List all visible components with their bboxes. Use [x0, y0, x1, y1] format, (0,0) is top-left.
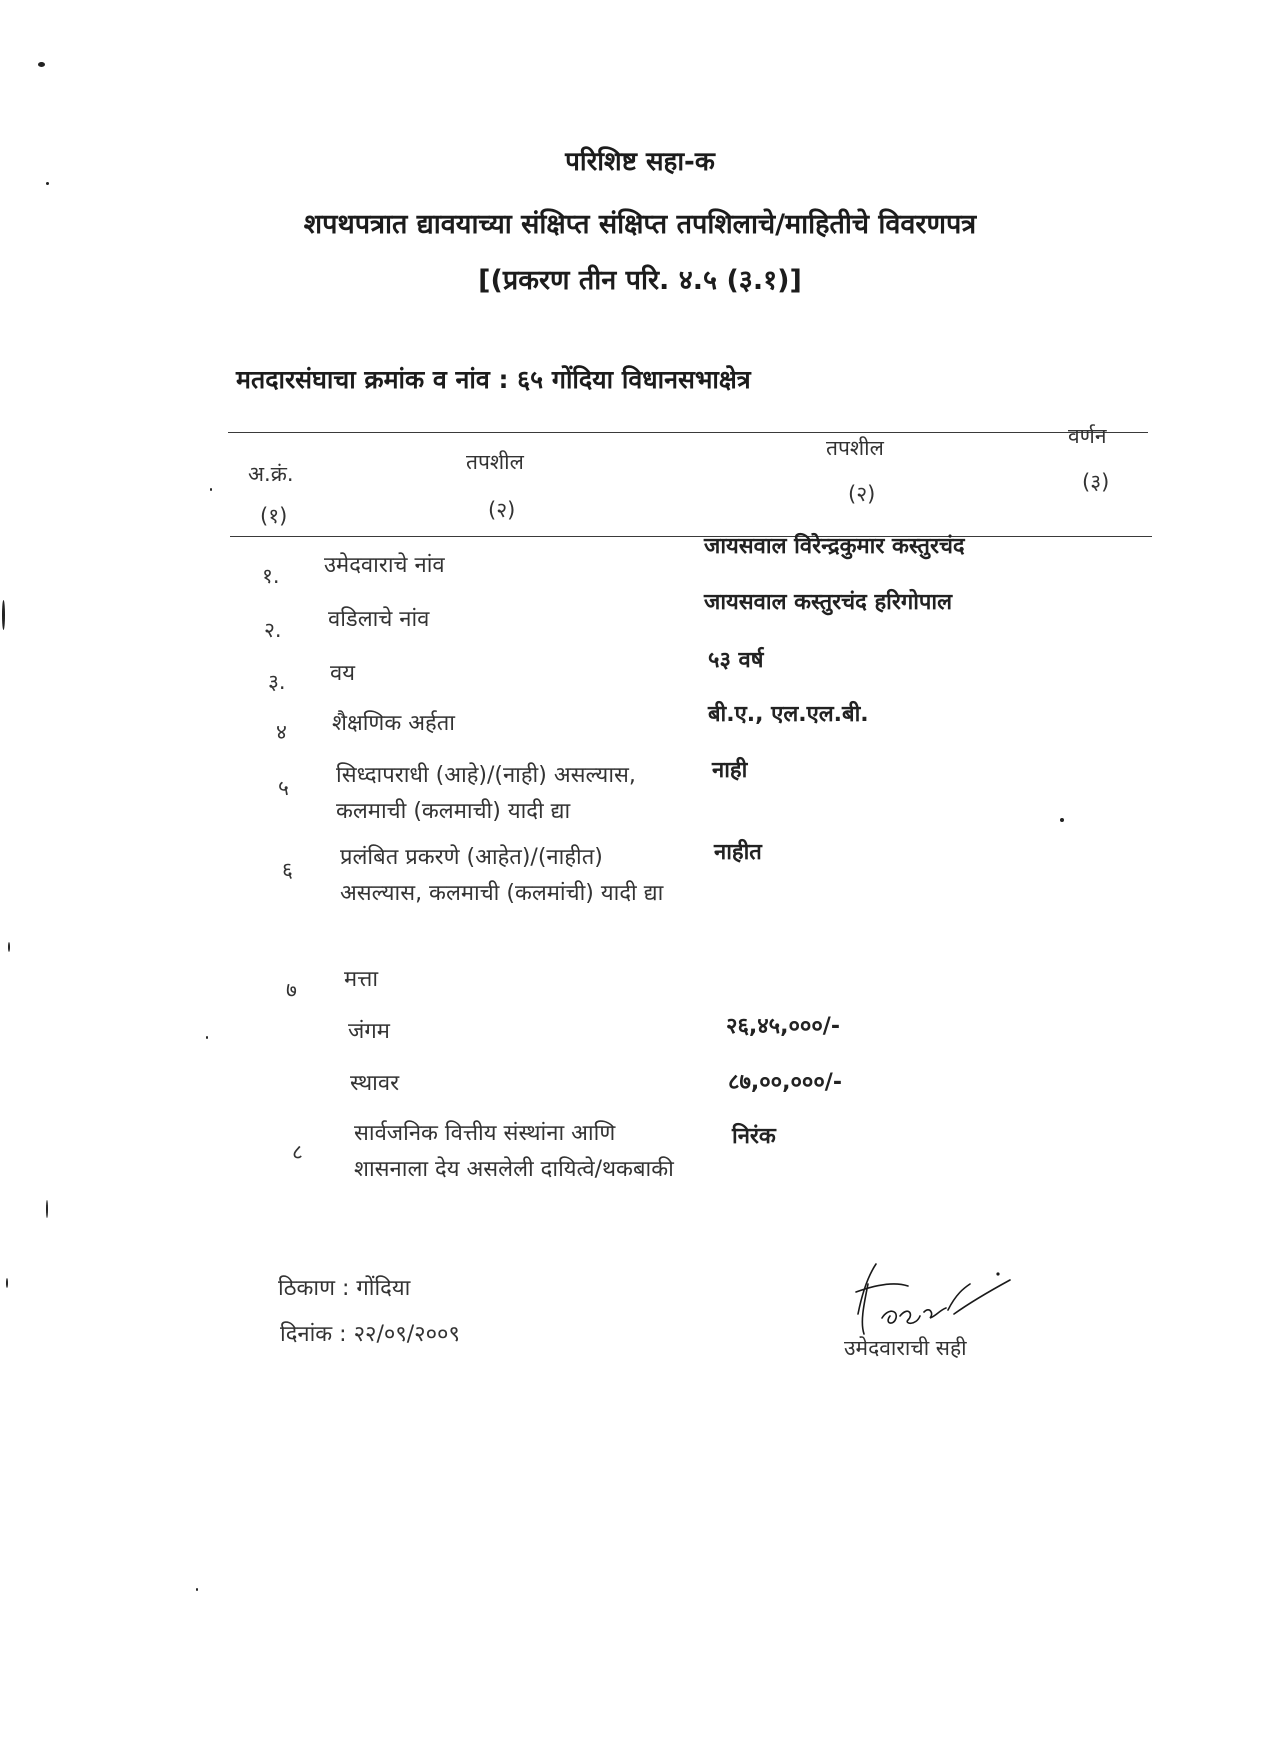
row-value: जायसवाल कस्तुरचंद हरिगोपाल: [704, 590, 953, 615]
row-label: जंगम: [348, 1019, 390, 1044]
row-label: स्थावर: [350, 1071, 400, 1096]
annexure-title: परिशिष्ट सहा-क: [565, 147, 715, 177]
row-number: ८: [292, 1140, 303, 1164]
header-details-1: तपशील: [466, 450, 524, 474]
row-value: २६,४५,०००/-: [726, 1014, 840, 1039]
table-top-rule: [228, 432, 1148, 433]
header-details-1-num: (२): [488, 498, 516, 522]
candidate-signature: [838, 1254, 1018, 1344]
statement-title: शपथपत्रात द्यावयाच्या संक्षिप्त संक्षिप्त तपशिलाचे/माहितीचे विवरणपत्र: [303, 209, 977, 240]
row-label: वय: [330, 661, 355, 686]
date-line: दिनांक : २२/०९/२००९: [280, 1322, 460, 1347]
row-value: ५३ वर्ष: [708, 648, 764, 673]
scan-speck: [2, 600, 5, 630]
row-label: प्रलंबित प्रकरणे (आहेत)/(नाहीत) असल्यास, कलमाची (कलमांची) यादी द्या: [340, 845, 664, 906]
scan-speck: [8, 942, 10, 952]
row-number: ३.: [268, 670, 286, 694]
header-details-2-num: (२): [848, 482, 876, 506]
scan-speck: [46, 1200, 48, 1218]
row-label: सिध्दापराधी (आहे)/(नाही) असल्यास, कलमाची (कलमाची) यादी द्या: [336, 763, 636, 824]
row-number: ७: [286, 978, 297, 1002]
table-header-bottom-rule: [230, 536, 1152, 537]
scan-speck: [38, 62, 45, 67]
row-label: मत्ता: [344, 967, 379, 992]
row-value: ८७,००,०००/-: [728, 1070, 842, 1095]
place-line: ठिकाण : गोंदिया: [278, 1276, 411, 1301]
header-details-2: तपशील: [826, 436, 884, 460]
row-label: वडिलाचे नांव: [328, 607, 430, 632]
scan-speck: [1060, 818, 1064, 822]
row-value: बी.ए., एल.एल.बी.: [708, 702, 869, 727]
header-serial-num: (१): [260, 504, 288, 528]
scan-speck: [46, 182, 49, 185]
row-label: उमेदवाराचे नांव: [324, 553, 445, 578]
row-label: सार्वजनिक वित्तीय संस्थांना आणि शासनाला देय असलेली दायित्वे/थकबाकी: [354, 1121, 674, 1182]
row-number: २.: [264, 618, 282, 642]
row-number: ६: [282, 858, 293, 882]
row-value: नाहीत: [714, 840, 762, 865]
row-value: नाही: [712, 758, 748, 783]
scan-speck: [206, 1036, 208, 1039]
signature-caption: उमेदवाराची सही: [844, 1336, 967, 1360]
header-description-num: (३): [1082, 470, 1110, 494]
scan-speck: [210, 488, 212, 491]
row-value: निरंक: [732, 1124, 776, 1149]
row-value: जायसवाल विरेन्द्रकुमार कस्तुरचंद: [704, 534, 965, 559]
constituency-line: मतदारसंघाचा क्रमांक व नांव : ६५ गोंदिया विधानसभाक्षेत्र: [236, 365, 751, 394]
row-label: शैक्षणिक अर्हता: [332, 711, 455, 736]
chapter-reference: [(प्रकरण तीन परि. ४.५ (३.१)]: [478, 265, 802, 296]
row-number: ५: [278, 776, 289, 800]
scan-speck: [196, 1588, 198, 1591]
header-description: वर्णन: [1068, 424, 1107, 448]
row-number: १.: [262, 564, 280, 588]
header-serial: अ.क्रं.: [248, 462, 294, 486]
row-number: ४: [276, 720, 287, 744]
scan-speck: [6, 1278, 8, 1288]
